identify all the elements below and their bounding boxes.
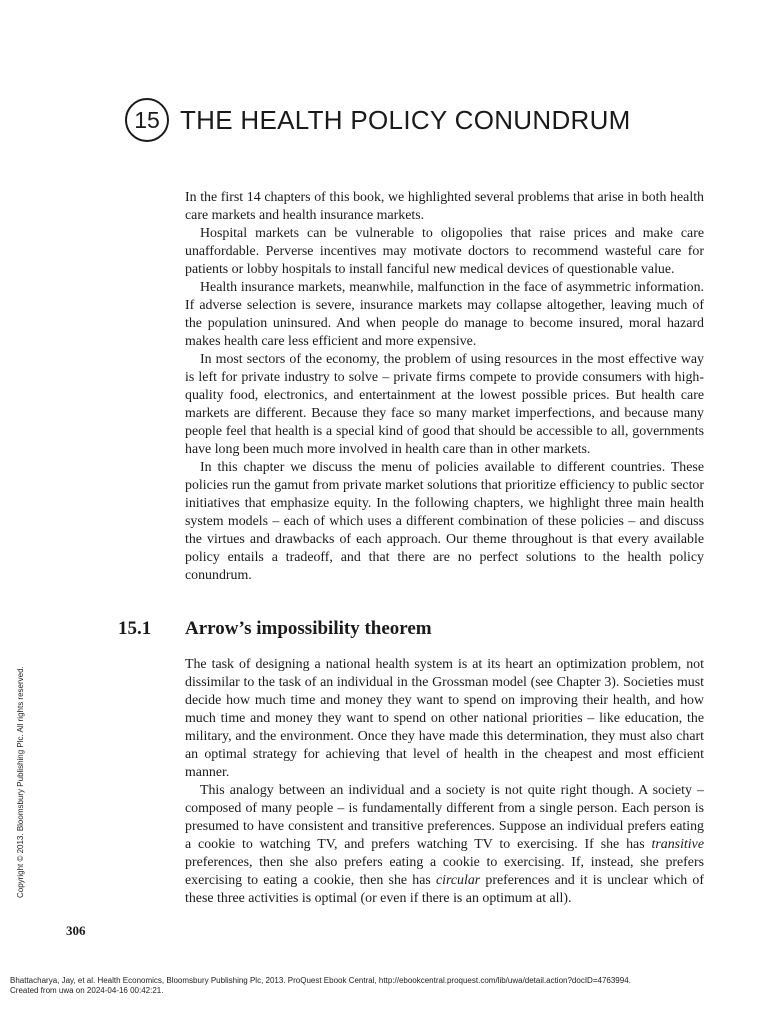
section-heading — [118, 618, 432, 640]
chapter-title: THE HEALTH POLICY CONUNDRUM — [180, 104, 631, 135]
paragraph-text: preferences, then she also prefers eating a cookie to exercising. If, instead, she prefers exercising to eating a cookie, then she has — [185, 855, 704, 888]
intro-text — [185, 189, 704, 585]
intro-paragraph: Health insurance markets, meanwhile, malfunction in the face of asymmetric information. If adverse selection is severe, insurance markets may collapse altogether, leaving much of the population uninsured. And when people do manage to become insured, moral hazard makes health care less efficient and more expensive. — [185, 280, 704, 349]
emphasis-term: circular — [435, 873, 481, 888]
citation-line: Bhattacharya, Jay, et al. Health Economics, Bloomsbury Publishing Plc, 2013. ProQuest Ebook Central, http://ebookcentral.proquest.com/lib/uwa/detail.action?docID=4763994. — [10, 976, 631, 985]
intro-paragraph: In the first 14 chapters of this book, we highlighted several problems that arise in both health care markets and health insurance markets. — [185, 190, 704, 223]
paragraph-text: This analogy between an individual and a society is not quite right though. A society – composed of many people – is fundamentally different from a single person. Each person is presumed to have consistent and transitive preferences. Suppose an individual prefers eating a cookie to watching TV, and prefers watching TV to exercising. If she has — [185, 783, 704, 852]
paragraph-text: preferences and it is unclear which of these three activities is optimal (or even if there is an optimum at all). — [185, 873, 704, 906]
section-paragraph: The task of designing a national health system is at its heart an optimization problem, not dissimilar to the task of an individual in the Grossman model (see Chapter 3). Societies must decide how much time and money they want to spend on improving their health, and how much time and money they want to spend on other national priorities – like education, the military, and the environment. Once they have made this determination, they must also chart an optimal strategy for achieving that level of health in the cheapest and most efficient manner. — [185, 657, 704, 780]
section-title: Arrow’s impossibility theorem — [185, 618, 432, 639]
intro-paragraph: Hospital markets can be vulnerable to oligopolies that raise prices and make care unaffordable. Perverse incentives may motivate doctors to recommend wasteful care for patients or lobby hospitals to install fanciful new medical devices of questionable value. — [185, 226, 704, 277]
citation-footer — [10, 976, 631, 996]
chapter-number-badge: 15 — [125, 98, 169, 142]
intro-paragraph: In most sectors of the economy, the problem of using resources in the most effective way is left for private industry to solve – private firms compete to provide consumers with high-quality food, electronics, and entertainment at the lowest possible prices. But health care markets are different. Because they face so many market imperfections, and because many people feel that health is a special kind of good that should be accessible to all, governments have long been much more involved in health care than in other markets. — [185, 352, 704, 457]
section-number: 15.1 — [118, 618, 152, 639]
copyright-notice: Copyright © 2013. Bloomsbury Publishing Plc. All rights reserved. — [16, 666, 25, 898]
chapter-heading — [125, 98, 631, 142]
section-paragraph — [185, 782, 704, 908]
emphasis-term: transitive — [651, 837, 704, 852]
intro-paragraph: In this chapter we discuss the menu of policies available to different countries. These policies run the gamut from private market solutions that prioritize efficiency to public sector initiatives that emphasize equity. In the following chapters, we highlight three main health system models – each of which uses a different combination of these policies – and discuss the virtues and drawbacks of each approach. Our theme throughout is that every available policy entails a tradeoff, and that there are no perfect solutions to the health policy conundrum. — [185, 460, 704, 583]
section-text — [185, 656, 704, 908]
created-line: Created from uwa on 2024-04-16 00:42:21. — [10, 986, 164, 995]
page-number: 306 — [66, 923, 86, 938]
